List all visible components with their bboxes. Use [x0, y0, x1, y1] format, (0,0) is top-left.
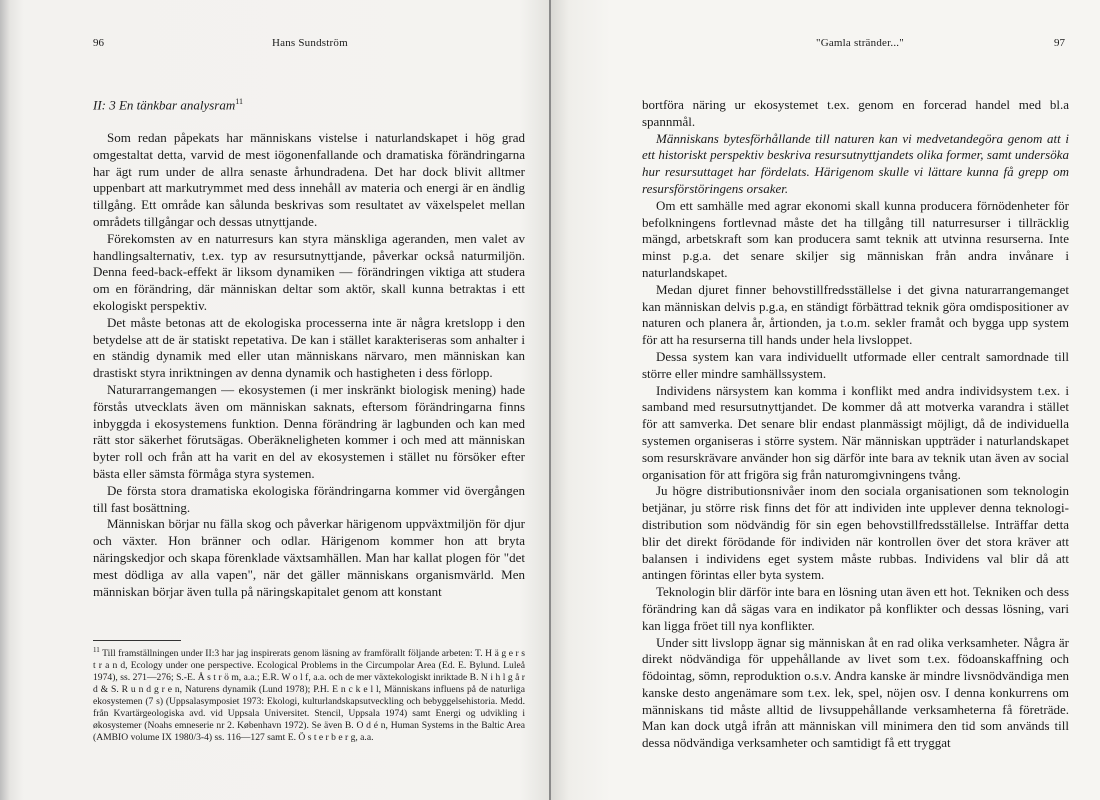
footnote-divider	[93, 640, 181, 641]
footnote	[93, 645, 525, 743]
footnote-marker: 11	[93, 646, 100, 654]
italic-paragraph-text: Människans bytesförhållande till naturen kan vi medvetandegöra genom att i ett historiskt perspektiv beskriva resursutnyttjandets olika former, samt undersöka hur resursuttaget har fördelats. Härigenom skulle vi lättare kunna få grepp om resursförstöringens orsaker.	[642, 130, 1069, 196]
running-head-left: Hans Sundström	[272, 37, 348, 49]
left-body-text	[93, 130, 525, 600]
footnote-text: Till framställningen under II:3 har jag inspirerats genom läsning av framförallt följande arbeten: T. H ä g e r s t r a n d, Ecology under one perspective. Ecological Problems in the Circumpolar Area (Ed. E. Bylund. Luleå 1974), ss. 271—276; S.-E. Å s t r ö m, a.a.; E.R. W o l f, a.a. och de mer växtekologiskt inriktade B. N i h l g å r d & S. R u n d g r e n, Naturens dynamik (Lund 1978); P.H. E n c k e l l, Människans influens på de naturliga ekosystemen (7 s) (Uppsalasymposiet 1973: Ekologi, kulturlandskapsutveckling och bebyggelsehistoria. Medd. från Kvartärgeologiska avd. vid Uppsala Universitet. Stencil, Uppsala 1974) samt Energi og udvikling i økosystemer (Noahs emneserie nr 2. København 1972). Se även B. O d é n, Human Systems in the Baltic Area (AMBIO volume IX 1980/3-4) ss. 116—127 samt E. Ö s t e r b e r g, a.a.	[93, 648, 525, 743]
paragraph: Teknologin blir därför inte bara en lösning utan även ett hot. Tekniken och dess förändring kan då sägas vara en indikator på konflikter och dessas lösning, vari kan ligga fröet till nya konflikter.	[642, 584, 1069, 633]
paragraph: Förekomsten av en naturresurs kan styra mänskliga ageranden, men valet av handlingsalternativ, t.ex. typ av resursutnyttjande, påverkar också naturmiljön. Denna feed-back-effekt är liksom dynamiken — förändringen viktiga att studera om en förändring, där människan deltar som aktör, skall kunna betraktas i ett ekologiskt perspektiv.	[93, 230, 525, 313]
paragraph: Dessa system kan vara individuellt utformade eller centralt samordnade till större eller mindre samhällssystem.	[642, 348, 1069, 381]
paragraph: De första stora dramatiska ekologiska förändringarna kommer vid övergången till fast bosättning.	[93, 482, 525, 515]
running-head-right: "Gamla stränder..."	[816, 37, 904, 49]
paragraph: Människan börjar nu fälla skog och påverkar härigenom uppväxtmiljön för djur och växter. Hon bränner och odlar. Härigenom kommer hon att bryta näringskedjor och skapa förenklade växtsamhällen. Man har kallat plogen för "det mest dödliga av alla vapen", när det gäller människans organismvärld. Men människan börjar även tulla på näringskapitalet genom att konstant	[93, 516, 525, 599]
paragraph: Naturarrangemangen — ekosystemen (i mer inskränkt biologisk mening) hade förstås utvecklats även om människan saknats, eftersom förändringarna finns inbyggda i ekosystemens funktion. Denna förändring är lagbunden och kan med rätt stor säkerhet förutsägas. Oberäkneligheten kommer i och med att människan byter roll och från att ha varit en del av ekosystemen i stället nu försöker efter bästa eller sämsta förmåga styra systemen.	[93, 381, 525, 481]
paragraph: Om ett samhälle med agrar ekonomi skall kunna producera förnödenheter för befolkningens fortlevnad måste det ha tillgång till naturresurser i tillräcklig mängd, arbetskraft som kan producera samt teknik att utvinna resurserna. Inte minst p.g.a. det senare skiljer sig människan från andra invånare i naturlandskapet.	[642, 197, 1069, 280]
paragraph-italic	[642, 131, 1069, 198]
section-title	[93, 97, 243, 113]
section-title-text: II: 3 En tänkbar analysram	[93, 97, 236, 113]
left-page	[0, 0, 549, 800]
paragraph: Ju högre distributionsnivåer inom den sociala organisationen som teknologin betjänar, ju större risk finns det för att individen inte upplever denna teknologi- distribution som nödvändig för sin egen behovstillfredsställelse. Inträffar detta blir det direkt förödande för individen när kontrollen över det stora kräver att balansen i individens eget system måste rubbas. Individens val blir då att antingen förintas eller byta system.	[642, 483, 1069, 583]
paragraph: bortföra näring ur ekosystemet t.ex. genom en forcerad handel med bl.a spannmål.	[642, 97, 1069, 129]
paragraph: Individens närsystem kan komma i konflikt med andra individsystem t.ex. i samband med resursutnyttjandet. De kommer då att motverka varandra i stället för att samverka. Det senare blir endast planmässigt möjligt, då de individuella systemen organiseras i större system. När människan uppträder i naturlandskapet som resurskrävare använder hon sig därför inte bara av teknik utan även av social organisation för att frigöra sig från naturomgivningens tvång.	[642, 382, 1069, 482]
section-footnote-ref: 11	[235, 97, 243, 106]
paragraph: Under sitt livslopp ägnar sig människan åt en rad olika verksamheter. Några är direkt nödvändiga för uppehållande av livet som t.ex. födoanskaffning och födointag, sömn, reproduktion o.s.v. Andra kanske är mindre livsnödvändiga men kanske desto angenämare som t.ex. lek, spel, nöjen osv. I denna konkurrens om människans tid måste alltid de livsuppehållande verksamheterna få företräde. Man kan dock utgå ifrån att människan vill minimera den tid som används till dessa nödvändiga verksamheter och samtidigt få ett tryggat	[642, 634, 1069, 751]
right-body-text	[642, 97, 1069, 752]
paragraph: Medan djuret finner behovstillfredsställelse i det givna naturarrangemanget kan människan delvis p.g.a, en ständigt förbättrad teknik göra omdispositioner av naturen och planera år, årtionden, ja t.o.m. sekler framåt och bygga upp system för att ha resurserna till hands under hela livsloppet.	[642, 281, 1069, 348]
right-page	[551, 0, 1100, 800]
page-number-right: 97	[1054, 37, 1065, 49]
paragraph: Som redan påpekats har människans vistelse i naturlandskapet i hög grad omgestaltat detta, varvid de mest iögonenfallande och dramatiska förändringarna har ägt rum under de allra senaste århundradena. Det har dock blivit alltmer uppenbart att markutrymmet med dess innehåll av materia och energi är en ändlig tillgång. Ett område kan sålunda beskrivas som resultatet av växelspelet mellan områdets tillgångar och dessas utnyttjande.	[93, 130, 525, 229]
page-number-left: 96	[93, 37, 104, 49]
paragraph: Det måste betonas att de ekologiska processerna inte är några kretslopp i den betydelse att de är statiskt repetativa. De kan i stället karakteriseras som anhalter i en ständig dynamik med eller utan människans närvaro, men människan kan drastiskt styra inriktningen av denna dynamik och hastigheten i dess förlopp.	[93, 314, 525, 381]
